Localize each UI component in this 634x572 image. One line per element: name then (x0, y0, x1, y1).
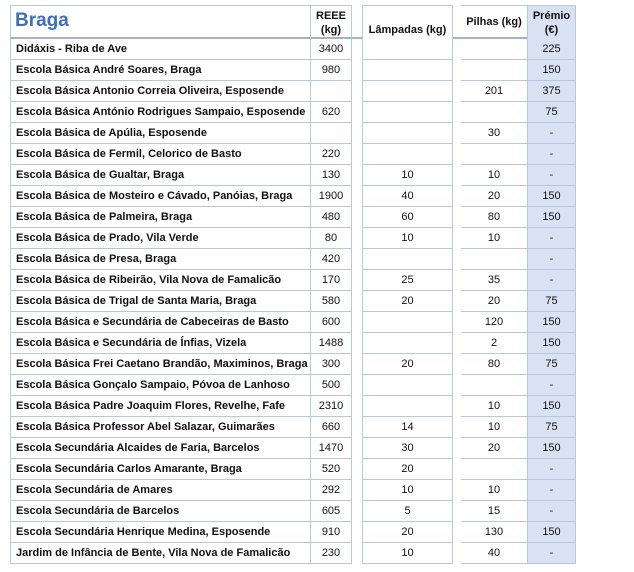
premio-cell: - (527, 249, 576, 270)
lampadas-cell: 5 (362, 501, 453, 522)
header-reee (311, 5, 352, 39)
pilhas-cell: 20 (461, 291, 527, 312)
school-name-cell: Escola Básica André Soares, Braga (10, 60, 311, 81)
lampadas-cell (362, 396, 453, 417)
premio-cell: - (527, 165, 576, 186)
premio-cell: 150 (527, 396, 576, 417)
school-name-cell: Escola Básica de Apúlia, Esposende (10, 123, 311, 144)
reee-cell: 170 (311, 270, 352, 291)
premio-cell: 150 (527, 522, 576, 543)
reee-cell: 1900 (311, 186, 352, 207)
header-premio (527, 5, 576, 39)
school-name-cell: Escola Básica de Fermil, Celorico de Basto (10, 144, 311, 165)
school-name-cell: Escola Básica António Rodrigues Sampaio, Esposende (10, 102, 311, 123)
reee-cell: 580 (311, 291, 352, 312)
pilhas-cell: 30 (461, 123, 527, 144)
table-row (10, 312, 576, 333)
premio-cell: - (527, 144, 576, 165)
school-name-cell: Escola Básica Padre Joaquim Flores, Revelhe, Fafe (10, 396, 311, 417)
lampadas-cell: 40 (362, 186, 453, 207)
table-title: Braga (10, 5, 311, 39)
pilhas-cell: 120 (461, 312, 527, 333)
pilhas-cell: 10 (461, 396, 527, 417)
pilhas-cell: 80 (461, 354, 527, 375)
lampadas-cell: 20 (362, 459, 453, 480)
school-name-cell: Escola Secundária de Amares (10, 480, 311, 501)
lampadas-cell: 20 (362, 291, 453, 312)
table-row (10, 480, 576, 501)
table-row (10, 186, 576, 207)
lampadas-cell: 10 (362, 543, 453, 564)
premio-cell: 375 (527, 81, 576, 102)
school-name-cell: Escola Básica Antonio Correia Oliveira, Esposende (10, 81, 311, 102)
lampadas-cell: 20 (362, 522, 453, 543)
reee-cell (311, 123, 352, 144)
school-name-cell: Escola Básica Frei Caetano Brandão, Maximinos, Braga (10, 354, 311, 375)
header-premio-line1: Prémio (532, 10, 571, 22)
premio-cell: 75 (527, 417, 576, 438)
pilhas-cell: 10 (461, 480, 527, 501)
lampadas-cell (362, 144, 453, 165)
lampadas-cell (362, 333, 453, 354)
pilhas-cell: 10 (461, 165, 527, 186)
lampadas-cell (362, 60, 453, 81)
lampadas-cell: 60 (362, 207, 453, 228)
table-row (10, 123, 576, 144)
premio-cell: 150 (527, 312, 576, 333)
table-row (10, 249, 576, 270)
reee-cell: 2310 (311, 396, 352, 417)
reee-cell: 520 (311, 459, 352, 480)
lampadas-cell (362, 375, 453, 396)
reee-cell: 980 (311, 60, 352, 81)
school-name-cell: Escola Básica de Trigal de Santa Maria, Braga (10, 291, 311, 312)
lampadas-cell: 30 (362, 438, 453, 459)
reee-cell: 480 (311, 207, 352, 228)
table-row (10, 543, 576, 564)
table-row (10, 375, 576, 396)
school-name-cell: Escola Secundária Carlos Amarante, Braga (10, 459, 311, 480)
pilhas-cell: 10 (461, 417, 527, 438)
table-row (10, 459, 576, 480)
pilhas-cell (461, 249, 527, 270)
pilhas-cell (461, 375, 527, 396)
school-name-cell: Escola Básica de Presa, Braga (10, 249, 311, 270)
table-row (10, 228, 576, 249)
lampadas-cell: 10 (362, 480, 453, 501)
header-lampadas: Lâmpadas (kg) (362, 5, 453, 53)
pilhas-cell: 15 (461, 501, 527, 522)
table-row (10, 501, 576, 522)
table-row (10, 396, 576, 417)
lampadas-cell: 14 (362, 417, 453, 438)
reee-cell: 605 (311, 501, 352, 522)
premio-cell: 150 (527, 438, 576, 459)
premio-cell: - (527, 123, 576, 144)
table-row (10, 417, 576, 438)
pilhas-cell: 20 (461, 186, 527, 207)
reee-cell: 420 (311, 249, 352, 270)
reee-cell: 220 (311, 144, 352, 165)
pilhas-cell: 80 (461, 207, 527, 228)
reee-cell: 80 (311, 228, 352, 249)
table-row (10, 333, 576, 354)
table-row (10, 270, 576, 291)
reee-cell: 660 (311, 417, 352, 438)
premio-cell: - (527, 270, 576, 291)
table-row (10, 39, 576, 60)
pilhas-cell: 20 (461, 438, 527, 459)
school-name-cell: Escola Básica de Mosteiro e Cávado, Panóias, Braga (10, 186, 311, 207)
table-row (10, 102, 576, 123)
pilhas-cell: 130 (461, 522, 527, 543)
table-row (10, 60, 576, 81)
header-premio-line2: (€) (544, 24, 559, 36)
table-row (10, 165, 576, 186)
pilhas-cell: 35 (461, 270, 527, 291)
reee-cell: 1488 (311, 333, 352, 354)
school-name-cell: Escola Básica Gonçalo Sampaio, Póvoa de Lanhoso (10, 375, 311, 396)
lampadas-cell: 25 (362, 270, 453, 291)
header-reee-line2: (kg) (320, 24, 342, 36)
table-row (10, 354, 576, 375)
reee-cell: 620 (311, 102, 352, 123)
reee-cell: 910 (311, 522, 352, 543)
header-pilhas: Pilhas (kg) (461, 5, 527, 39)
pilhas-cell (461, 60, 527, 81)
reee-cell: 230 (311, 543, 352, 564)
pilhas-cell: 40 (461, 543, 527, 564)
table-row (10, 438, 576, 459)
table-row (10, 522, 576, 543)
reee-cell: 500 (311, 375, 352, 396)
reee-cell: 1470 (311, 438, 352, 459)
school-name-cell: Escola Básica de Prado, Vila Verde (10, 228, 311, 249)
header-reee-line1: REEE (316, 10, 346, 22)
premio-cell: 150 (527, 207, 576, 228)
lampadas-cell (362, 312, 453, 333)
reee-cell: 292 (311, 480, 352, 501)
premio-cell: 150 (527, 186, 576, 207)
lampadas-cell (362, 249, 453, 270)
premio-cell: - (527, 543, 576, 564)
table-row (10, 144, 576, 165)
premio-cell: 150 (527, 333, 576, 354)
pilhas-cell (461, 102, 527, 123)
school-name-cell: Escola Secundária Alcaides de Faria, Barcelos (10, 438, 311, 459)
pilhas-cell (461, 459, 527, 480)
premio-cell: - (527, 228, 576, 249)
school-name-cell: Jardim de Infância de Bente, Vila Nova de Famalicão (10, 543, 311, 564)
pilhas-cell (461, 39, 527, 60)
premio-cell: - (527, 375, 576, 396)
school-name-cell: Escola Básica de Gualtar, Braga (10, 165, 311, 186)
table-row (10, 291, 576, 312)
reee-cell: 300 (311, 354, 352, 375)
school-name-cell: Escola Básica e Secundária de Ínfias, Vizela (10, 333, 311, 354)
table-row (10, 81, 576, 102)
premio-cell: 75 (527, 291, 576, 312)
school-name-cell: Escola Básica de Ribeirão, Vila Nova de Famalicão (10, 270, 311, 291)
pilhas-cell: 10 (461, 228, 527, 249)
school-name-cell: Didáxis - Riba de Ave (10, 39, 311, 60)
lampadas-cell: 20 (362, 354, 453, 375)
premio-cell: 75 (527, 102, 576, 123)
lampadas-cell (362, 102, 453, 123)
premio-cell: 150 (527, 60, 576, 81)
reee-cell: 3400 (311, 39, 352, 60)
lampadas-cell (362, 81, 453, 102)
pilhas-cell: 201 (461, 81, 527, 102)
pilhas-cell: 2 (461, 333, 527, 354)
premio-cell: 75 (527, 354, 576, 375)
premio-cell: - (527, 501, 576, 522)
table-row (10, 207, 576, 228)
pilhas-cell (461, 144, 527, 165)
premio-cell: - (527, 459, 576, 480)
reee-cell (311, 81, 352, 102)
school-name-cell: Escola Básica e Secundária de Cabeceiras de Basto (10, 312, 311, 333)
school-name-cell: Escola Secundária de Barcelos (10, 501, 311, 522)
premio-cell: - (527, 480, 576, 501)
lampadas-cell: 10 (362, 228, 453, 249)
reee-cell: 600 (311, 312, 352, 333)
premio-cell: 225 (527, 39, 576, 60)
school-name-cell: Escola Secundária Henrique Medina, Esposende (10, 522, 311, 543)
lampadas-cell: 10 (362, 165, 453, 186)
reee-cell: 130 (311, 165, 352, 186)
results-table (10, 5, 576, 565)
lampadas-cell (362, 39, 453, 60)
school-name-cell: Escola Básica de Palmeira, Braga (10, 207, 311, 228)
lampadas-cell (362, 123, 453, 144)
school-name-cell: Escola Básica Professor Abel Salazar, Guimarães (10, 417, 311, 438)
